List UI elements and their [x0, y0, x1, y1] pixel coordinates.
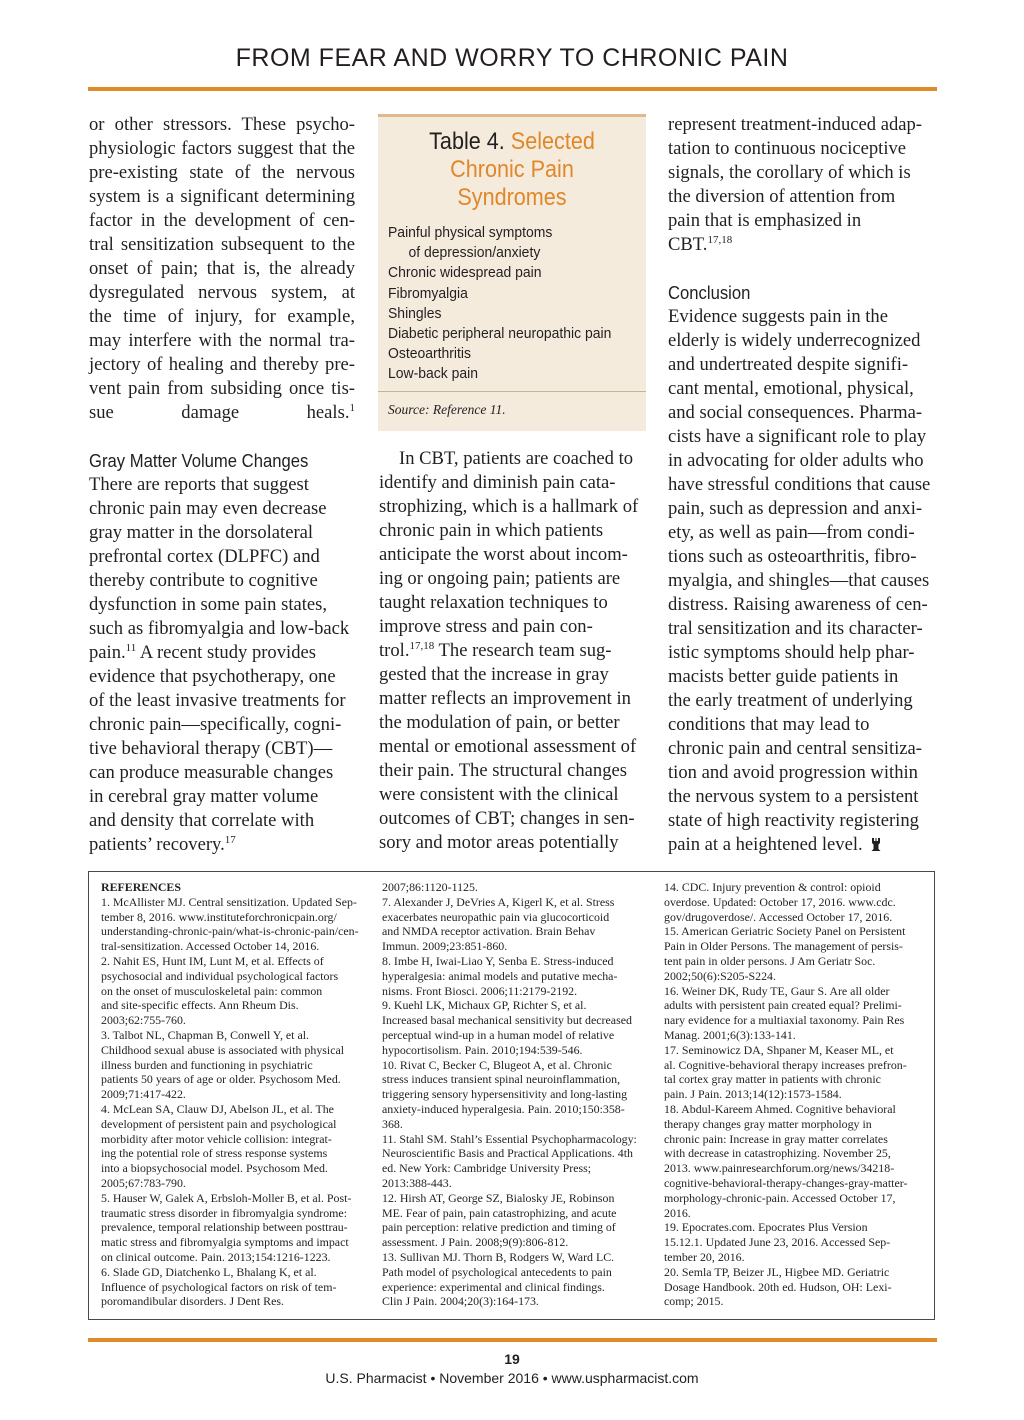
footer-publication: U.S. Pharmacist • November 2016 • www.uspharmacist.com [325, 1370, 699, 1386]
table-item: of depression/anxiety [408, 244, 541, 262]
footer-rule [88, 1338, 937, 1342]
references-column-3: 14. CDC. Injury prevention & control: opioid overdose. Updated: October 17, 2016. www.cdc. gov/drugoverdose/. Accessed October 17, 2016. 15. American Geriatric Society Panel on Persistent Pain in Older Persons. The management of persis- tent pain in older persons. J Am Geriatr Soc. 2002;50(6):S205-S224. 16. Weiner DK, Rudy TE, Gaur S. Are all older adults with persistent pain created equal? Prelimi- nary evidence for a multiaxial taxonomy. Pain Res Manag. 2001;6(3):133-141. 17. Seminowicz DA, Shpaner M, Keaser ML, et al. Cognitive-behavioral therapy increases prefron- tal cortex gray matter in patients with chronic pain. J Pain. 2013;14(12):1573-1584. 18. Abdul-Kareem Ahmed. Cognitive behavioral therapy changes gray matter morphology in chronic pain: Increase in gray matter correlates with decrease in catastrophizing. November 25, 2013. www.painresearchforum.org/news/34218- cognitive-behavioral-therapy-changes-gray-matter- morphology-chronic-pain. Accessed October 17, 2016. 19. Epocrates.com. Epocrates Plus Version 15.12.1. Updated June 23, 2016. Accessed Sep- tember 20, 2016. 20. Semla TP, Beizer JL, Higbee MD. Geriatric Dosage Handbook. 20th ed. Hudson, OH: Lexi- comp; 2015. [664, 880, 908, 1309]
references-column-1: REFERENCES 1. McAllister MJ. Central sensitization. Updated Sep- tember 8, 2016. www.instituteforchronicpain.org/ understanding-chronic-pain/what-is-chronic-pain/cen- tral-sensitization. Accessed October 14, 2016. 2. Nahit ES, Hunt IM, Lunt M, et al. Effects of psychosocial and individual psychological factors on the onset of musculoskeletal pain: common and site-specific effects. Ann Rheum Dis. 2003;62:755-760. 3. Talbot NL, Chapman B, Conwell Y, et al. Childhood sexual abuse is associated with physical illness burden and functioning in psychiatric patients 50 years of age or older. Psychosom Med. 2009;71:417-422. 4. McLean SA, Clauw DJ, Abelson JL, et al. The development of persistent pain and psychological morbidity after motor vehicle collision: integrat- ing the potential role of stress response systems into a biopsychosocial model. Psychosom Med. 2005;67:783-790. 5. Hauser W, Galek A, Erbsloh-Moller B, et al. Post- traumatic stress disorder in fibromyalgia syndrome: prevalence, temporal relationship between posttrau- matic stress and fibromyalgia symptoms and impact on clinical outcome. Pain. 2013;154:1216-1223. 6. Slade GD, Diatchenko L, Bhalang K, et al. Influence of psychological factors on risk of tem- poromandibular disorders. J Dent Res. [101, 880, 359, 1309]
table-4-box [378, 114, 646, 431]
citation: 17,18 [707, 234, 733, 246]
table-title: Table 4. Selected Chronic Pain Syndromes [429, 128, 595, 211]
section-heading-gray-matter: Gray Matter Volume Changes [89, 450, 309, 471]
table-item: Diabetic peripheral neuropathic pain [388, 325, 612, 343]
col1-paragraph-2: There are reports that suggest chronic pain may even decrease gray matter in the dorsolateral prefrontal cortex (DLPFC) and thereby contribute to cognitive dysfunction in some pain states, such as fibromyalgia and low-back pain.$^{11}$ A recent study provides evidence that psychotherapy, one of the least invasive treatments for chronic pain—specifically, cogni- tive behavioral therapy (CBT)— can produce measurable changes in cerebral gray matter volume and density that correlate with patients’ recovery.$^{17}$ [89, 474, 350, 855]
table-item: Osteoarthritis [388, 345, 471, 363]
table-item: Painful physical symptoms [388, 224, 553, 241]
table-item: Low-back pain [388, 365, 478, 383]
running-header: FROM FEAR AND WORRY TO CHRONIC PAIN [235, 44, 789, 72]
table-item: Shingles [388, 304, 442, 322]
column-2 [379, 447, 647, 855]
col3-paragraph-2: Evidence suggests pain in the elderly is widely underrecognized and undertreated despite signifi- cant mental, emotional, physical, and social consequences. Pharma- cists have a significant role to play in advocating for older adults who have stressful conditions that cause pain, such as depression and anxi- ety, as well as pain—from condi- tions such as osteoarthritis, fibro- myalgia, and shingles—that causes distress. Raising awareness of cen- tral sensitization and its character- istic symptoms should help phar- macists better guide patients in the early treatment of underlying conditions that may lead to chronic pain and central sensitiza- tion and avoid progression within the nervous system to a persistent state of high reactivity registering pain at a heightened level. [668, 306, 931, 855]
page-number: 19 [504, 1351, 520, 1367]
citation: 1 [349, 402, 355, 414]
citation: 17 [224, 834, 236, 846]
table-item: Chronic widespread pain [388, 264, 542, 282]
table-item: Fibromyalgia [388, 284, 468, 302]
column-3 [668, 113, 936, 857]
references-box [88, 871, 935, 1320]
col2-paragraph: In CBT, patients are coached to identify and diminish pain cata- strophizing, which is a hallmark of chronic pain in which patients anticipate the worst about incom- ing or ongoing pain; patients are taught relaxation techniques to improve stress and pain con- trol.$^{17,18}$ The research team sug- gested that the increase in gray matter reflects an improvement in the modulation of pain, or better mental or emotional assessment of their pain. The structural changes were consistent with the clinical outcomes of CBT; changes in sen- sory and motor areas potentially [379, 448, 639, 853]
column-1 [89, 113, 355, 857]
table-items [388, 223, 611, 385]
citation: 17,18 [409, 640, 435, 652]
table-divider [378, 391, 646, 392]
end-mark-icon [871, 838, 881, 851]
section-heading-conclusion: Conclusion [668, 282, 751, 303]
col3-paragraph-1: represent treatment-induced adap- tation to continuous nociceptive signals, the corollary of which is the diversion of attention from pain that is emphasized in CBT.$^{17,18}$ [668, 114, 922, 255]
references-heading: REFERENCES [101, 880, 181, 894]
references-column-2: 2007;86:1120-1125. 7. Alexander J, DeVries A, Kigerl K, et al. Stress exacerbates neuropathic pain via glucocorticoid and NMDA receptor activation. Brain Behav Immun. 2009;23:851-860. 8. Imbe H, Iwai-Liao Y, Senba E. Stress-induced hyperalgesia: animal models and putative mecha- nisms. Front Biosci. 2006;11:2179-2192. 9. Kuehl LK, Michaux GP, Richter S, et al. Increased basal mechanical sensitivity but decreased perceptual wind-up in a human model of relative hypocortisolism. Pain. 2010;194:539-546. 10. Rivat C, Becker C, Blugeot A, et al. Chronic stress induces transient spinal neuroinflammation, triggering sensory hypersensitivity and long-lasting anxiety-induced hyperalgesia. Pain. 2010;150:358- 368. 11. Stahl SM. Stahl’s Essential Psychopharmacology: Neuroscientific Basis and Practical Applications. 4th ed. New York: Cambridge University Press; 2013:388-443. 12. Hirsh AT, George SZ, Bialosky JE, Robinson ME. Fear of pain, pain catastrophizing, and acute pain perception: relative prediction and timing of assessment. J Pain. 2008;9(9):806-812. 13. Sullivan MJ. Thorn B, Rodgers W, Ward LC. Path model of psychological antecedents to pain experience: experimental and clinical findings. Clin J Pain. 2004;20(3):164-173. [382, 880, 637, 1309]
table-source: Source: Reference 11. [388, 402, 506, 417]
citation: 11 [125, 642, 137, 654]
col1-paragraph-1: or other stressors. These psycho- physiologic factors suggest that the pre-existing state of the nervous system is a significant determining factor in the development of cen- tral sensitization subsequent to the onset of pain; that is, the already dysregulated nervous system, at the time of injury, for example, may interfere with the normal tra- jectory of healing and thereby pre- vent pain from subsiding once tis- sue damage heals.$^1$ [89, 114, 355, 423]
header-rule [88, 87, 937, 91]
